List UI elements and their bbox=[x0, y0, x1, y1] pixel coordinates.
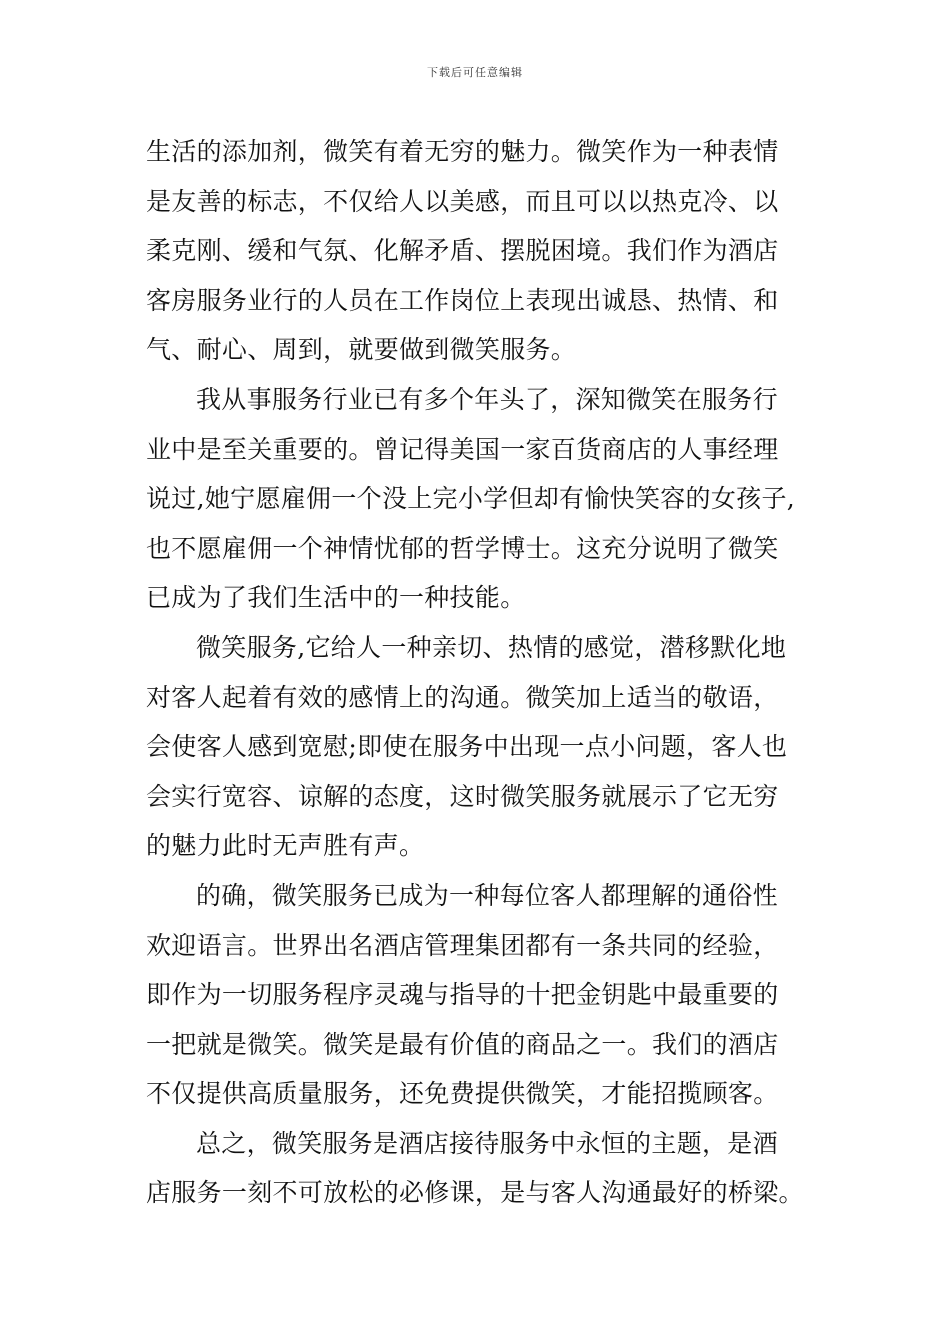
text-line: 对客人起着有效的感情上的沟通。微笑加上适当的敬语， bbox=[146, 682, 779, 712]
paragraph-first-line: 的确，微笑服务已成为一种每位客人都理解的通俗性 bbox=[196, 880, 778, 910]
text-line: 气、耐心、周到，就要做到微笑服务。 bbox=[146, 335, 577, 365]
text-line: 生活的添加剂，微笑有着无穷的魅力。微笑作为一种表情 bbox=[146, 137, 779, 166]
text-line: 客房服务业行的人员在工作岗位上表现出诚恳、热情、和 bbox=[146, 285, 779, 315]
text-line: 会使客人感到宽慰;即使在服务中出现一点小问题，客人也 bbox=[146, 732, 788, 762]
text-line: 欢迎语言。世界出名酒店管理集团都有一条共同的经验， bbox=[146, 930, 779, 960]
text-line: 柔克刚、缓和气氛、化解矛盾、摆脱困境。我们作为酒店 bbox=[146, 236, 779, 266]
text-line: 店服务一刻不可放松的必修课，是与客人沟通最好的桥梁。 bbox=[146, 1178, 804, 1208]
paragraph-first-line: 我从事服务行业已有多个年头了，深知微笑在服务行 bbox=[196, 384, 778, 414]
text-line: 说过,她宁愿雇佣一个没上完小学但却有愉快笑容的女孩子, bbox=[146, 484, 795, 514]
paragraph-first-line: 微笑服务,它给人一种亲切、热情的感觉，潜移默化地 bbox=[196, 632, 787, 662]
text-line: 不仅提供高质量服务，还免费提供微笑，才能招揽顾客。 bbox=[146, 1079, 779, 1109]
text-line: 业中是至关重要的。曾记得美国一家百货商店的人事经理 bbox=[146, 434, 779, 464]
page-header-note: 下载后可任意编辑 bbox=[427, 66, 523, 79]
document-body bbox=[146, 127, 814, 1218]
text-line: 即作为一切服务程序灵魂与指导的十把金钥匙中最重要的 bbox=[146, 980, 779, 1010]
text-line: 会实行宽容、谅解的态度，这时微笑服务就展示了它无穷 bbox=[146, 781, 779, 811]
text-line: 也不愿雇佣一个神情忧郁的哲学博士。这充分说明了微笑 bbox=[146, 533, 779, 563]
paragraph-first-line: 总之，微笑服务是酒店接待服务中永恒的主题，是酒 bbox=[196, 1128, 778, 1158]
text-line: 一把就是微笑。微笑是最有价值的商品之一。我们的酒店 bbox=[146, 1029, 779, 1059]
text-line: 已成为了我们生活中的一种技能。 bbox=[146, 583, 526, 613]
text-line: 的魅力此时无声胜有声。 bbox=[146, 831, 425, 861]
text-line: 是友善的标志，不仅给人以美感，而且可以以热克冷、以 bbox=[146, 186, 779, 216]
